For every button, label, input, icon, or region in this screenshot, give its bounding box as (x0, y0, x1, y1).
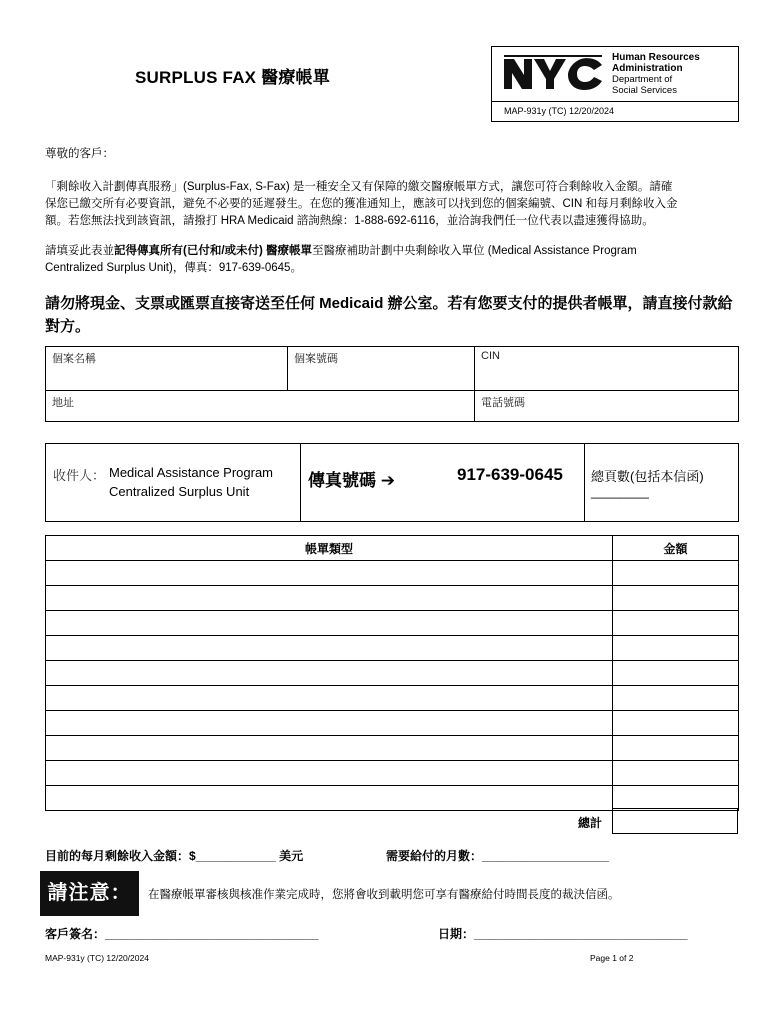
dept-name-line1: Department of (612, 74, 673, 85)
bill-amount-cell[interactable] (613, 661, 739, 686)
intro-line-1: 「剩餘收入計劃傳真服務」(Surplus-Fax, S-Fax) 是一種安全又有保障的繳交醫療帳單方式，讓您可符合剩餘收入金額。請確 (45, 181, 673, 193)
page-number: Page 1 of 2 (590, 953, 634, 963)
case-info-table (45, 346, 739, 422)
client-signature-field[interactable]: 客戶簽名：________________________________ (45, 927, 319, 941)
bills-table (45, 535, 739, 811)
bill-amount-cell[interactable] (613, 786, 739, 811)
recipient-prefix: 收件人： (53, 468, 106, 483)
intro-line-2: 保您已繳交所有必要資訊，避免不必要的延遲發生。在您的獲准通知上，應該可以找到您的個案編號、CIN 和每月剩餘收入金 (45, 198, 678, 210)
phone-field[interactable] (475, 391, 738, 421)
instruction-post: 至醫療補助計劃中央剩餘收入單位 (Medical Assistance Program (312, 245, 637, 257)
bill-amount-cell[interactable] (613, 636, 739, 661)
bills-table-body (46, 561, 739, 811)
logo-agency-text (612, 52, 700, 96)
address-field[interactable] (46, 391, 475, 421)
bill-type-cell[interactable] (46, 611, 613, 636)
case-name-label: 個案名稱 (52, 353, 96, 365)
bill-amount-cell[interactable] (613, 586, 739, 611)
notice-badge: 請注意： (40, 871, 139, 916)
cin-field[interactable] (475, 347, 738, 391)
bill-row (46, 786, 739, 811)
bill-type-cell[interactable] (46, 736, 613, 761)
form-title: SURPLUS FAX 醫療帳單 (135, 68, 330, 87)
bill-row (46, 636, 739, 661)
cin-label: CIN (481, 350, 500, 362)
hra-logo-box (491, 46, 739, 122)
address-label: 地址 (52, 397, 74, 409)
bill-type-cell[interactable] (46, 711, 613, 736)
instruction-line-1 (45, 243, 637, 260)
amount-header: 金額 (613, 536, 739, 561)
greeting: 尊敬的客戶： (45, 148, 114, 160)
total-pages-label: 總頁數(包括本信函) (591, 469, 704, 484)
months-needed-field[interactable]: 需要給付的月數：___________________ (386, 849, 609, 863)
bill-amount-cell[interactable] (613, 736, 739, 761)
bill-amount-cell[interactable] (613, 611, 739, 636)
total-pages-blank: ________ (591, 484, 649, 499)
fax-number-label: 傳真號碼 ➔ (308, 471, 395, 490)
fax-info-box (45, 443, 739, 522)
dept-name-line2: Social Services (612, 85, 677, 96)
case-number-label: 個案號碼 (294, 353, 338, 365)
bill-type-cell[interactable] (46, 761, 613, 786)
total-amount-field[interactable] (612, 808, 738, 834)
bill-row (46, 686, 739, 711)
bill-type-cell[interactable] (46, 561, 613, 586)
bill-row (46, 586, 739, 611)
fax-number: 917-639-0645 (457, 465, 563, 484)
org-name-line1: Human Resources (612, 52, 700, 63)
bill-row (46, 661, 739, 686)
instruction-line-2: Centralized Surplus Unit)，傳真：917-639-0645。 (45, 262, 302, 274)
bill-amount-cell[interactable] (613, 711, 739, 736)
bill-row (46, 736, 739, 761)
fax-number-cell (301, 444, 585, 521)
monthly-surplus-field[interactable]: 目前的每月剩餘收入金額：$____________ 美元 (45, 849, 304, 863)
bill-amount-cell[interactable] (613, 561, 739, 586)
phone-label: 電話號碼 (481, 397, 525, 409)
org-name-line2: Administration (612, 63, 683, 74)
bill-amount-cell[interactable] (613, 761, 739, 786)
total-pages-field[interactable] (585, 444, 738, 521)
recipient-cell (46, 444, 301, 521)
total-label: 總計 (578, 816, 603, 830)
payment-warning (45, 292, 733, 338)
nyc-logo-icon (502, 53, 606, 93)
instruction-bold: 記得傳真所有(已付和/或未付) 醫療帳單 (114, 245, 313, 257)
case-number-field[interactable] (288, 347, 475, 391)
bill-type-cell[interactable] (46, 786, 613, 811)
bill-type-cell[interactable] (46, 686, 613, 711)
bill-type-cell[interactable] (46, 636, 613, 661)
bill-row (46, 561, 739, 586)
notice-text: 在醫療帳單審核與核准作業完成時，您將會收到載明您可享有醫療給付時間長度的裁決信函。 (148, 889, 620, 901)
bill-amount-cell[interactable] (613, 686, 739, 711)
recipient-line-1: Medical Assistance Program (109, 465, 274, 480)
bills-table-header (46, 536, 739, 561)
bill-type-header: 帳單類型 (46, 536, 613, 561)
bill-row (46, 761, 739, 786)
date-field[interactable]: 日期：________________________________ (438, 927, 688, 941)
warning-line-1: 請勿將現金、支票或匯票直接寄送至任何 Medicaid 辦公室。若有您要支付的提供者帳單，請直接付款給 (45, 295, 733, 312)
intro-line-3: 額。若您無法找到該資訊，請撥打 HRA Medicaid 諮詢熱線：1-888-692-6116，並洽詢我們任一位代表以盡速獲得協助。 (45, 215, 654, 227)
instruction-pre: 請填妥此表並 (45, 245, 114, 257)
case-name-field[interactable] (46, 347, 288, 391)
logo-form-id: MAP-931y (TC) 12/20/2024 (504, 106, 615, 116)
bill-type-cell[interactable] (46, 586, 613, 611)
bill-type-cell[interactable] (46, 661, 613, 686)
logo-divider (492, 101, 738, 102)
bill-row (46, 611, 739, 636)
bill-row (46, 711, 739, 736)
recipient-line-2: Centralized Surplus Unit (109, 484, 250, 499)
warning-line-2: 對方。 (45, 318, 91, 335)
footer-form-id: MAP-931y (TC) 12/20/2024 (45, 953, 149, 963)
